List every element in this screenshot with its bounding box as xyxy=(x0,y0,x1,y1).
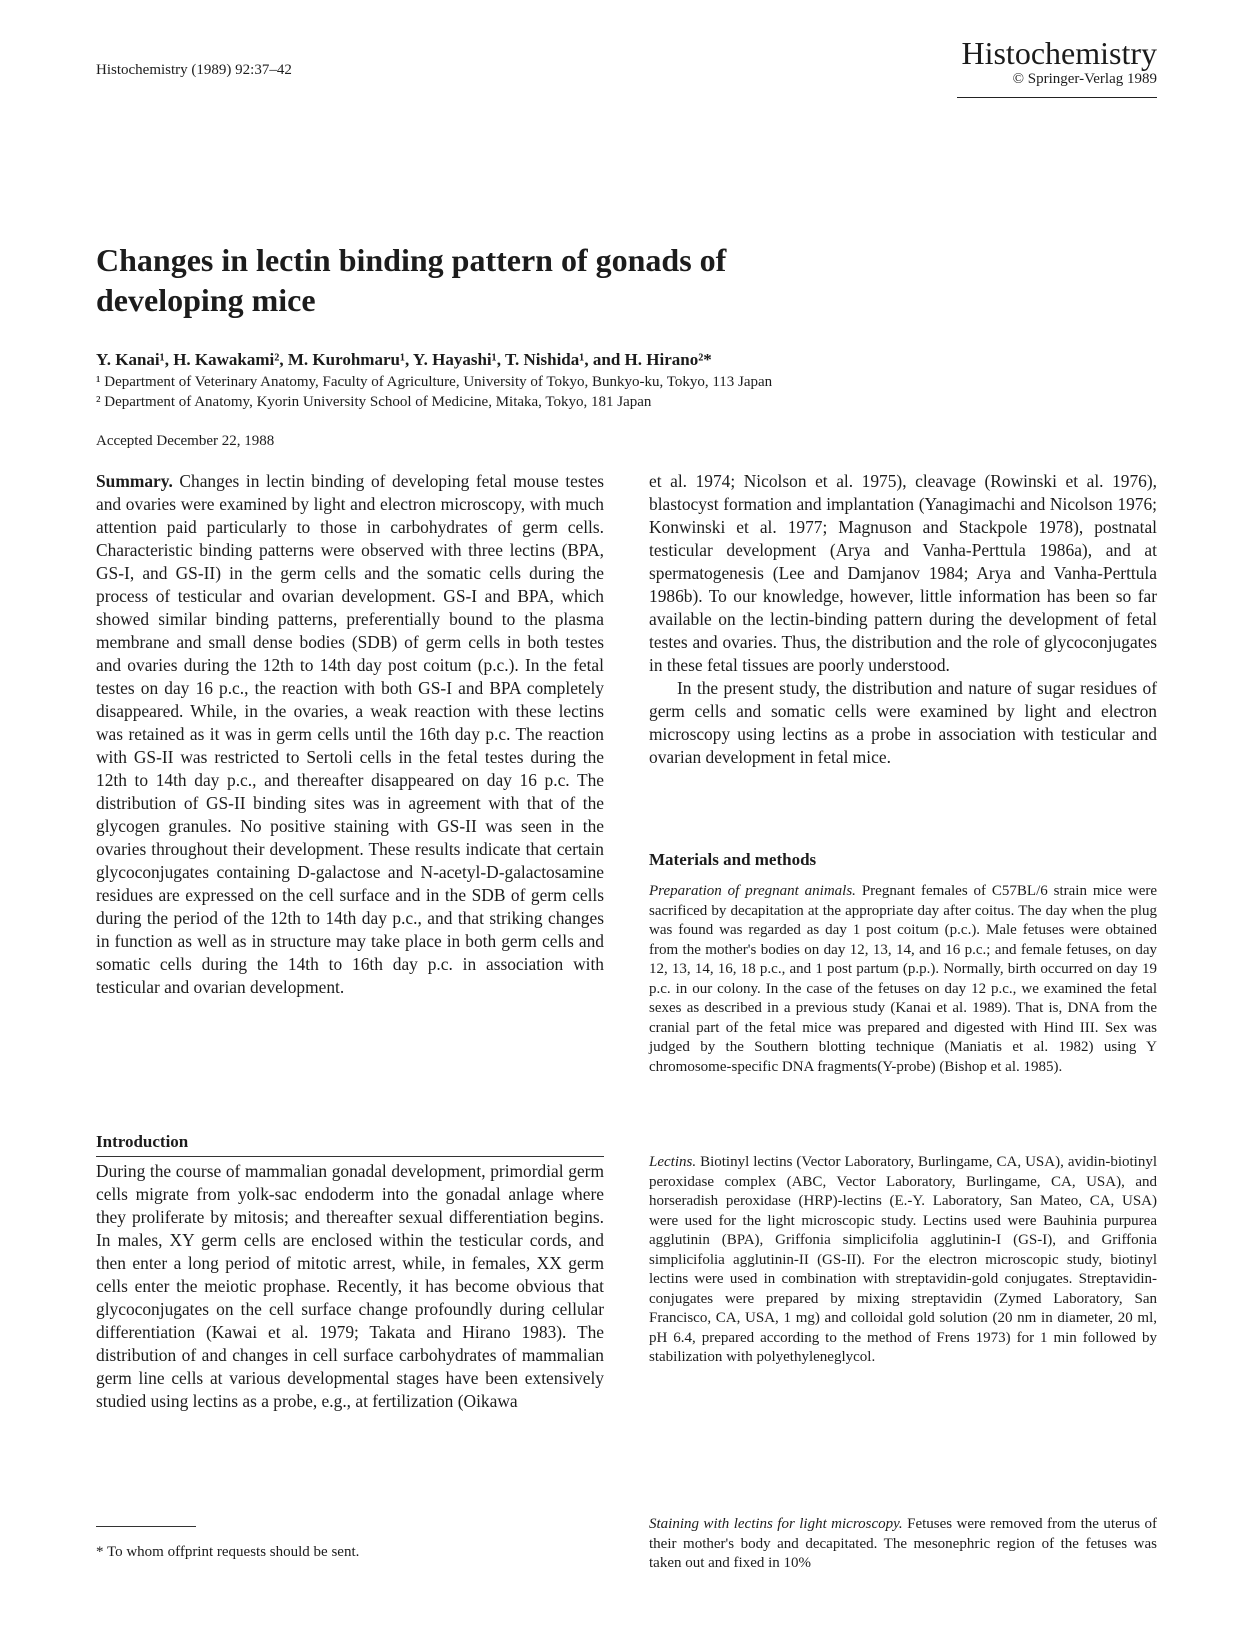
introduction-paragraph-1: During the course of mammalian gonadal development, primordial germ cells migrate from yolk-sac endoderm into the gonadal anlage where they proliferate by mitosis; and thereafter sexual differentiation begins. In males, XY germ cells are enclosed within the testicular cords, and then enter a long period of mitotic arrest, while, in females, XX germ cells enter the meiotic prophase. Recently, it has become obvious that glycoconjugates on the cell surface change profoundly during cellular differentiation (Kawai et al. 1979; Takata and Hirano 1983). The distribution of and changes in cell surface carbohydrates of mammalian germ line cells at various developmental stages have been extensively studied using lectins as a probe, e.g., at fertilization (Oikawa xyxy=(96,1161,604,1411)
accepted-date: Accepted December 22, 1988 xyxy=(96,433,275,449)
introduction-text xyxy=(96,1160,604,1413)
methods-lectins xyxy=(649,1153,1157,1368)
footnote: * To whom offprint requests should be sent. xyxy=(96,1544,360,1560)
methods-staining xyxy=(649,1515,1157,1574)
methods-lectins-label: Lectins. xyxy=(649,1154,697,1170)
affiliation-2: ² Department of Anatomy, Kyorin University School of Medicine, Mitaka, Tokyo, 181 Japan xyxy=(96,394,652,410)
footnote-rule xyxy=(96,1526,196,1527)
journal-name: Histochemistry xyxy=(961,35,1157,71)
section-divider xyxy=(96,1156,604,1157)
summary-section xyxy=(96,470,604,999)
introduction-paragraph-2: In the present study, the distribution and nature of sugar residues of germ cells and somatic cells were examined by light and electron microscopy using lectins as a probe in association with testicular and ovarian development in fetal mice. xyxy=(649,678,1157,767)
author-list: Y. Kanai¹, H. Kawakami², M. Kurohmaru¹, Y. Hayashi¹, T. Nishida¹, and H. Hirano²* xyxy=(96,350,712,369)
masthead-rule xyxy=(957,97,1157,98)
methods-lectins-text: Biotinyl lectins (Vector Laboratory, Burlingame, CA, USA), avidin-biotinyl peroxidase complex (ABC, Vector Laboratory, Burlingame, CA, USA), and horseradish peroxidase (HRP)-lectins (E.-Y. Laboratory, San Mateo, CA, USA) were used for the light microscopic study. Lectins used were Bauhinia purpurea agglutinin (BPA), Griffonia simplicifolia agglutinin-I (GS-I), and Griffonia simplicifolia agglutinin-II (GS-II). For the electron microscopic study, biotinyl lectins were used in combination with streptavidin-gold conjugates. Streptavidin-conjugates were prepared by mixing streptavidin (Zymed Laboratory, San Francisco, CA, USA, 1 mg) and colloidal gold solution (20 nm in diameter, 20 ml, pH 6.4, prepared according to the method of Frens 1973) for 1 min followed by stabilization with polyethyleneglycol. xyxy=(649,1154,1158,1365)
methods-animals-text: Pregnant females of C57BL/6 strain mice were sacrificed by decapitation at the appropriate day after coitus. The day when the plug was found was regarded as day 1 post coitum (p.c.). Male fetuses were obtained from the mother's bodies on day 12, 13, 14, and 16 p.c.; and female fetuses, on day 12, 13, 14, 16, 18 p.c., and 1 post partum (p.p.). Normally, birth occurred on day 19 p.c. in our colony. In the case of the fetuses on day 12 p.c., we examined the fetal sexes as described in a previous study (Kanai et al. 1989). That is, DNA from the cranial part of the fetal mice was prepared and digested with Hind III. Sex was judged by the Southern blotting technique (Maniatis et al. 1982) using Y chromosome-specific DNA fragments(Y-probe) (Bishop et al. 1985). xyxy=(649,883,1158,1075)
methods-heading: Materials and methods xyxy=(649,850,817,869)
introduction-continued xyxy=(649,470,1157,769)
paper-title: Changes in lectin binding pattern of gonads of developing mice xyxy=(96,242,727,318)
journal-citation: Histochemistry (1989) 92:37–42 xyxy=(96,62,292,78)
journal-masthead xyxy=(957,36,1157,88)
methods-staining-label: Staining with lectins for light microscopy. xyxy=(649,1516,903,1532)
methods-animals xyxy=(649,882,1157,1077)
affiliation-1: ¹ Department of Veterinary Anatomy, Faculty of Agriculture, University of Tokyo, Bunkyo-ku, Tokyo, 113 Japan xyxy=(96,374,773,390)
introduction-continued-text: et al. 1974; Nicolson et al. 1975), cleavage (Rowinski et al. 1976), blastocyst formation and implantation (Yanagimachi and Nicolson 1976; Konwinski et al. 1977; Magnuson and Stackpole 1978), postnatal testicular development (Arya and Vanha-Perttula 1986a), and at spermatogenesis (Lee and Damjanov 1984; Arya and Vanha-Perttula 1986b). To our knowledge, however, little information has been so far available on the lectin-binding pattern during the development of fetal testes and ovaries. Thus, the distribution and the role of glycoconjugates in these fetal tissues are poorly understood. xyxy=(649,471,1157,675)
summary-label: Summary. xyxy=(96,471,173,491)
introduction-heading: Introduction xyxy=(96,1132,189,1151)
summary-text: Changes in lectin binding of developing fetal mouse testes and ovaries were examined by light and electron microscopy, with much attention paid particularly to those in carbohydrates of germ cells. Characteristic binding patterns were observed with three lectins (BPA, GS-I, and GS-II) in the germ cells and the somatic cells during the process of testicular and ovarian development. GS-I and BPA, which showed similar binding patterns, preferentially bound to the plasma membrane and small dense bodies (SDB) of germ cells in both testes and ovaries during the 12th to 14th day post coitum (p.c.). In the fetal testes on day 16 p.c., the reaction with both GS-I and BPA completely disappeared. While, in the ovaries, a weak reaction with these lectins was retained as it was in germ cells until the 16th day p.c. The reaction with GS-II was restricted to Sertoli cells in the fetal testes during the 12th to 14th day p.c., and thereafter disappeared on day 16 p.c. The distribution of GS-II binding sites was in agreement with that of the glycogen granules. No positive staining with GS-II was seen in the ovaries throughout their development. These results indicate that certain glycoconjugates containing D-galactose and N-acetyl-D-galactosamine residues are expressed on the cell surface and in the SDB of germ cells during the period of the 12th to 14th day p.c., and that striking changes in function as well as in structure may take place in both germ cells and somatic cells during the 14th to 16th day p.c. in association with testicular and ovarian development. xyxy=(96,471,604,997)
methods-animals-label: Preparation of pregnant animals. xyxy=(649,883,856,899)
publisher-notice: © Springer-Verlag 1989 xyxy=(1012,71,1157,87)
methods-staining-text: Fetuses were removed from the uterus of their mother's body and decapitated. The mesonephric region of the fetuses was taken out and fixed in 10% xyxy=(649,1516,1157,1571)
